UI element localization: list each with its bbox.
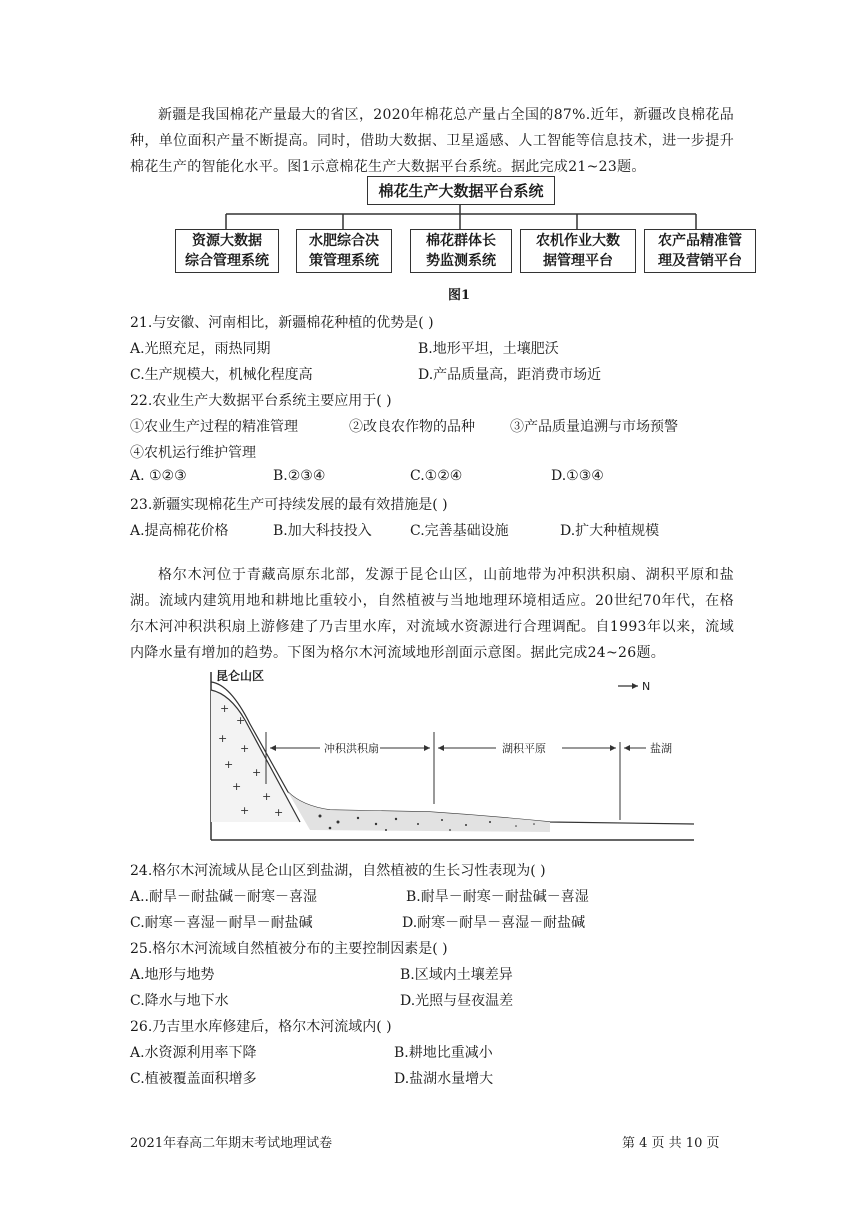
label-alluvial-fan: 冲积洪积扇: [324, 742, 379, 755]
svg-text:+: +: [220, 702, 230, 715]
footer-exam-title: 2021年春高二年期末考试地理试卷: [130, 1136, 333, 1151]
svg-text:+: +: [236, 714, 246, 727]
q25-option-b: B.区域内土壤差异: [400, 967, 513, 983]
q23-stem: 23.新疆实现棉花生产可持续发展的最有效措施是( ): [130, 497, 448, 513]
q25-option-a: A.地形与地势: [130, 967, 215, 983]
svg-text:+: +: [252, 766, 262, 779]
q25-stem: 25.格尔木河流域自然植被分布的主要控制因素是( ): [130, 941, 448, 957]
figure-1-box-machinery: [520, 229, 636, 273]
box-marketing-line1: 农产品精准管: [658, 233, 742, 249]
q22-option-b: B.②③④: [273, 468, 326, 484]
q21-option-c: C.生产规模大，机械化程度高: [130, 367, 313, 383]
q26-stem: 26.乃吉里水库修建后，格尔木河流域内( ): [130, 1019, 392, 1035]
figure-1-caption: 图1: [448, 288, 471, 303]
figure-1-box-water-fertilizer: [296, 229, 392, 273]
q22-option-a: A. ①②③: [130, 468, 187, 484]
q21-stem: 21.与安徽、河南相比，新疆棉花种植的优势是( ): [130, 315, 434, 331]
box-resources-line1: 资源大数据: [192, 233, 262, 249]
label-salt-lake: 盐湖: [650, 742, 672, 755]
box-machinery-line1: 农机作业大数: [536, 233, 620, 249]
box-machinery-line2: 据管理平台: [543, 253, 613, 269]
svg-text:+: +: [232, 780, 242, 793]
box-marketing-line2: 理及营销平台: [658, 253, 742, 269]
q22-option-c: C.①②④: [410, 468, 463, 484]
box-resources-line2: 综合管理系统: [185, 253, 269, 269]
q24-option-d: D.耐寒－耐旱－喜湿－耐盐碱: [402, 915, 586, 931]
q22-stem: 22.农业生产大数据平台系统主要应用于( ): [130, 393, 392, 409]
footer-page-number: 第 4 页 共 10 页: [622, 1136, 720, 1151]
q23-option-a: A.提高棉花价格: [130, 523, 229, 539]
passage-2: 格尔木河位于青藏高原东北部，发源于昆仑山区，山前地带为冲积洪积扇、湖积平原和盐湖。流域内建筑用地和耕地比重较小，自然植被与当地地理环境相适应。20世纪70年代，在格尔木河冲积洪积扇上游修建了乃吉里水库，对流域水资源进行合理调配。自1993年以来，流域内降水量有增加的趋势。下图为格尔木河流域地形剖面示意图。据此完成24~26题。: [130, 567, 734, 661]
label-kunlun-mountains: 昆仑山区: [216, 669, 265, 683]
q23-option-b: B.加大科技投入: [273, 523, 372, 539]
q22-option-d: D.①③④: [551, 468, 604, 484]
q22-statement-1: ①农业生产过程的精准管理: [130, 419, 298, 435]
box-water-line2: 策管理系统: [309, 253, 379, 269]
svg-text:+: +: [224, 758, 234, 771]
q24-option-a: A..耐旱－耐盐碱－耐寒－喜湿: [130, 889, 318, 905]
q21-option-b: B.地形平坦，土壤肥沃: [418, 341, 559, 357]
label-north: N: [642, 680, 651, 693]
q26-option-c: C.植被覆盖面积增多: [130, 1071, 257, 1087]
q22-statement-4: ④农机运行维护管理: [130, 445, 256, 461]
svg-text:+: +: [262, 790, 272, 803]
q21-option-a: A.光照充足，雨热同期: [130, 341, 271, 357]
q25-option-c: C.降水与地下水: [130, 993, 229, 1009]
passage-1: 新疆是我国棉花产量最大的省区，2020年棉花总产量占全国的87%.近年，新疆改良棉花品种，单位面积产量不断提高。同时，借助大数据、卫星遥感、人工智能等信息技术，进一步提升棉花生产的智能化水平。图1示意棉花生产大数据平台系统。据此完成21~23题。: [130, 107, 734, 175]
svg-text:+: +: [240, 742, 250, 755]
svg-text:+: +: [240, 804, 250, 817]
figure-1-box-growth-monitor: [410, 229, 512, 273]
q23-option-c: C.完善基础设施: [410, 523, 509, 539]
q24-option-b: B.耐旱－耐寒－耐盐碱－喜湿: [406, 889, 589, 905]
q22-statement-3: ③产品质量追溯与市场预警: [510, 419, 678, 435]
q26-option-b: B.耕地比重减小: [394, 1045, 493, 1061]
figure-1-box-marketing: [644, 229, 756, 273]
label-lacustrine-plain: 湖积平原: [502, 742, 546, 755]
q21-option-d: D.产品质量高，距消费市场近: [418, 367, 602, 383]
figure-1-root-box: 棉花生产大数据平台系统: [367, 176, 555, 205]
q22-statement-2: ②改良农作物的品种: [349, 419, 475, 435]
q25-option-d: D.光照与昼夜温差: [400, 993, 514, 1009]
figure-2-terrain-profile: [190, 664, 710, 844]
q26-option-a: A.水资源利用率下降: [130, 1045, 257, 1061]
box-growth-line2: 势监测系统: [426, 253, 496, 269]
figure-1-box-resources: [175, 229, 279, 273]
q26-option-d: D.盐湖水量增大: [394, 1071, 494, 1087]
q24-option-c: C.耐寒－喜湿－耐旱－耐盐碱: [130, 915, 313, 931]
q23-option-d: D.扩大种植规模: [560, 523, 660, 539]
svg-text:+: +: [218, 732, 228, 745]
q24-stem: 24.格尔木河流域从昆仑山区到盐湖，自然植被的生长习性表现为( ): [130, 863, 546, 879]
box-growth-line1: 棉花群体长: [426, 233, 496, 249]
box-water-line1: 水肥综合决: [309, 233, 379, 249]
svg-text:+: +: [274, 806, 284, 819]
